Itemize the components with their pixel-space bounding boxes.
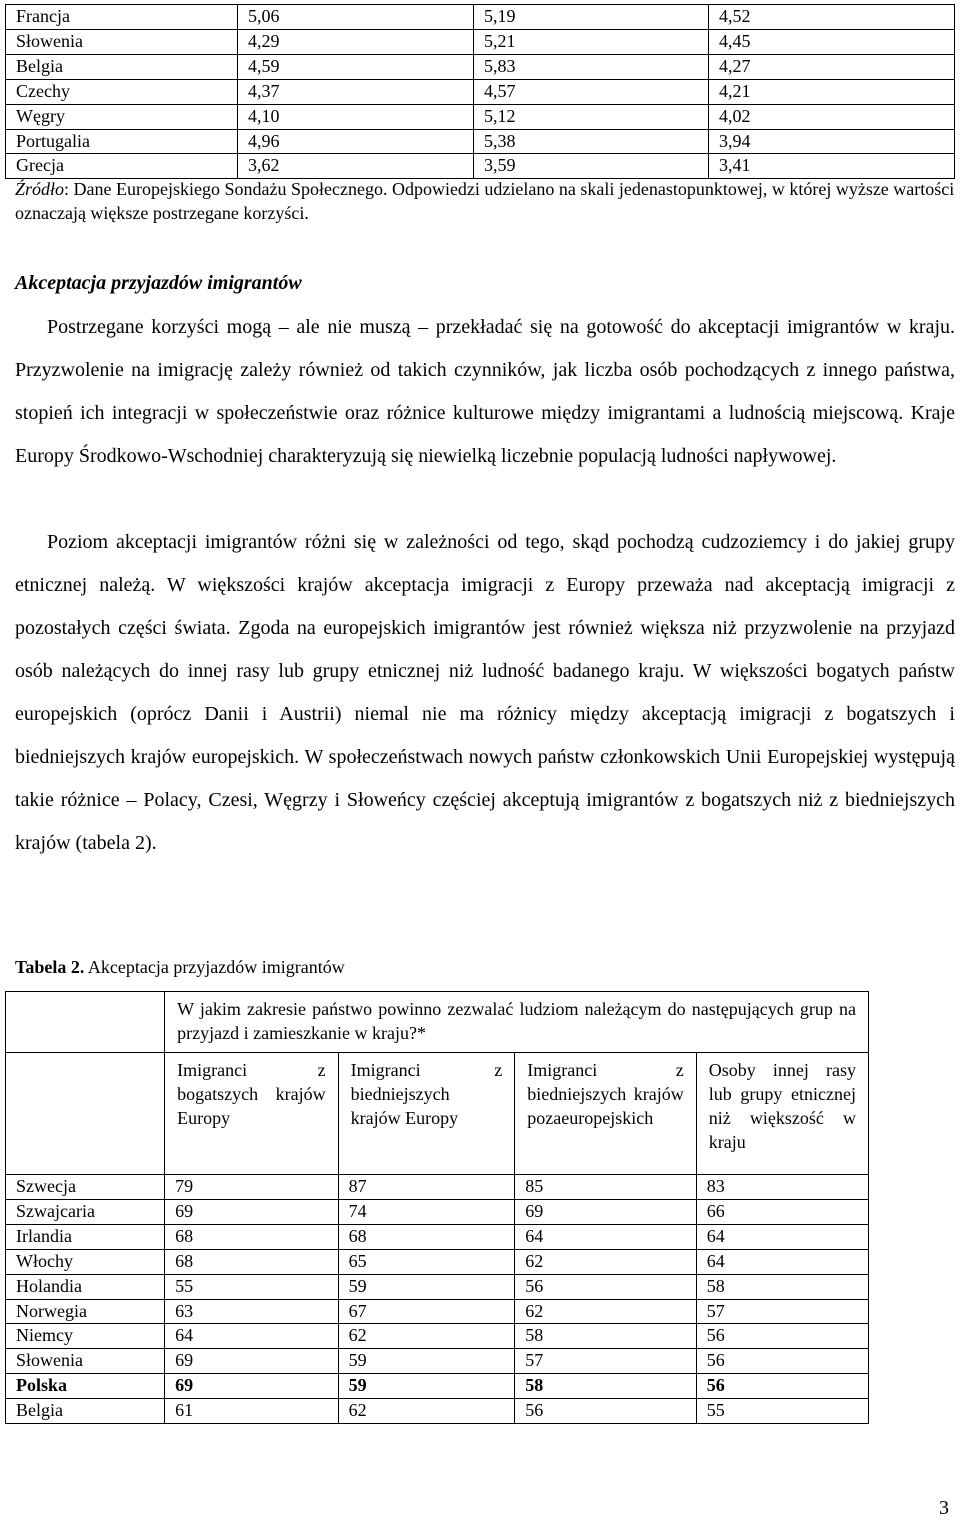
table-row [6,1349,869,1374]
table-row [6,79,955,104]
table-cell: Niemcy [6,1324,165,1349]
table-cell: 4,96 [238,129,474,154]
table-cell: 57 [696,1299,868,1324]
source-text: : Dane Europejskiego Sondażu Społecznego. Odpowiedzi udzielano na skali jedenastopunktowej, w której wyższe wartości oznaczają większe postrzegane korzyści. [15,179,955,223]
acceptance-table [5,991,869,1424]
table-row [6,5,955,30]
table-cell: Włochy [6,1249,165,1274]
table-row [6,1299,869,1324]
table-cell: 62 [338,1324,515,1349]
table-cell: 55 [165,1274,338,1299]
table-cell: 4,52 [709,5,955,30]
page-number: 3 [939,1497,949,1519]
table-cell: 59 [338,1274,515,1299]
table-row [6,54,955,79]
table-cell: 83 [696,1175,868,1200]
table-row [6,29,955,54]
table-row [6,1274,869,1299]
table-cell: 68 [338,1224,515,1249]
table-cell: 55 [696,1399,868,1424]
table-cell: 56 [515,1274,696,1299]
header-row [6,1053,869,1175]
table-cell: 3,94 [709,129,955,154]
country-benefits-table [5,4,955,179]
table-cell: 4,59 [238,54,474,79]
table-cell: Czechy [6,79,238,104]
table-cell: 4,37 [238,79,474,104]
table-caption-label: Tabela 2. [15,957,85,977]
table-cell: Portugalia [6,129,238,154]
table-cell: 58 [515,1324,696,1349]
table-row [6,104,955,129]
table-caption-text: Akceptacja przyjazdów imigrantów [84,957,345,977]
table-cell: Szwajcaria [6,1199,165,1224]
table-cell: 58 [696,1274,868,1299]
table-cell: 63 [165,1299,338,1324]
table-cell: 79 [165,1175,338,1200]
table-cell: Węgry [6,104,238,129]
table-row [6,129,955,154]
table-cell: 3,62 [238,154,474,179]
paragraph: Poziom akceptacji imigrantów różni się w zależności od tego, skąd pochodzą cudzoziemcy i do jakiej grupy etnicznej należą. W większości krajów akceptacja imigracji z Europy przeważa nad akceptacją imigracji z pozostałych części świata. Zgoda na europejskich imigrantów jest również większa niż przyzwolenie na przyjazd osób należących do innej rasy lub grupy etnicznej niż ludność badanego kraju. W większości bogatych państw europejskich (oprócz Danii i Austrii) niemal nie ma różnicy między akceptacją imigracji z bogatszych i biedniejszych krajów europejskich. W społeczeństwach nowych państw członkowskich Unii Europejskiej występują takie różnice – Polacy, Czesi, Węgrzy i Słoweńcy częściej akceptują imigrantów z bogatszych niż z biedniejszych krajów (tabela 2). [15,531,955,854]
table-row [6,1399,869,1424]
source-note [15,177,955,225]
table-row [6,154,955,179]
table-cell: 5,38 [474,129,709,154]
table-cell: 61 [165,1399,338,1424]
table-cell: 62 [515,1249,696,1274]
table-row [6,1249,869,1274]
table-cell: 69 [165,1374,338,1399]
table-cell: Szwecja [6,1175,165,1200]
paragraph: Postrzegane korzyści mogą – ale nie muszą – przekładać się na gotowość do akceptacji imigrantów w kraju. Przyzwolenie na imigrację zależy również od takich czynników, jak liczba osób pochodzących z innego państwa, stopień ich integracji w społeczeństwie oraz różnice kulturowe między imigrantami a ludnością miejscową. Kraje Europy Środkowo-Wschodniej charakteryzują się niewielką liczebnie populacją ludności napływowej. [15,316,955,467]
table-cell: 62 [338,1399,515,1424]
table-cell: 5,21 [474,29,709,54]
table-cell: 4,10 [238,104,474,129]
table-cell: Polska [6,1374,165,1399]
table-cell: 56 [696,1349,868,1374]
empty-cell [6,1053,165,1175]
table-cell: 62 [515,1299,696,1324]
empty-cell [6,992,165,1053]
table-cell: 68 [165,1224,338,1249]
table-cell: Słowenia [6,29,238,54]
table-row-highlighted [6,1374,869,1399]
table-cell: Norwegia [6,1299,165,1324]
table-cell: 87 [338,1175,515,1200]
survey-question: W jakim zakresie państwo powinno zezwalać ludziom należącym do następujących grup na przyjazd i zamieszkanie w kraju?* [165,992,869,1053]
table-cell: 5,83 [474,54,709,79]
table-row [6,1175,869,1200]
column-header: Imigranci z biedniejszych krajów pozaeuropejskich [515,1053,696,1175]
table-cell: 85 [515,1175,696,1200]
column-header: Imigranci z biedniejszych krajów Europy [338,1053,515,1175]
table-cell: 69 [165,1349,338,1374]
table-cell: Belgia [6,1399,165,1424]
table-cell: 68 [165,1249,338,1274]
table-row [6,1324,869,1349]
table-row [6,1199,869,1224]
table-cell: 66 [696,1199,868,1224]
table-cell: 4,21 [709,79,955,104]
table-cell: 69 [165,1199,338,1224]
column-header: Imigranci z bogatszych krajów Europy [165,1053,338,1175]
table-cell: 4,27 [709,54,955,79]
table-cell: 64 [515,1224,696,1249]
table-cell: Irlandia [6,1224,165,1249]
table-cell: 67 [338,1299,515,1324]
table-cell: 5,12 [474,104,709,129]
table-cell: 64 [696,1249,868,1274]
table-cell: 4,57 [474,79,709,104]
table-cell: 59 [338,1374,515,1399]
table-cell: Belgia [6,54,238,79]
question-row [6,992,869,1053]
table-cell: Słowenia [6,1349,165,1374]
table-cell: 74 [338,1199,515,1224]
table-cell: 5,19 [474,5,709,30]
table-cell: 64 [165,1324,338,1349]
table-cell: 58 [515,1374,696,1399]
table-cell: 59 [338,1349,515,1374]
table-row [6,1224,869,1249]
table-cell: 4,29 [238,29,474,54]
table-cell: 3,41 [709,154,955,179]
table-cell: 5,06 [238,5,474,30]
section-heading: Akceptacja przyjazdów imigrantów [15,272,302,294]
table-cell: 69 [515,1199,696,1224]
table-cell: 56 [515,1399,696,1424]
table-cell: Holandia [6,1274,165,1299]
source-label: Źródło [15,179,65,199]
table-cell: Grecja [6,154,238,179]
column-header: Osoby innej rasy lub grupy etnicznej niż większość w kraju [696,1053,868,1175]
table-cell: 56 [696,1374,868,1399]
table-cell: 57 [515,1349,696,1374]
table-cell: 56 [696,1324,868,1349]
table-cell: Francja [6,5,238,30]
table-cell: 3,59 [474,154,709,179]
table-caption [15,957,345,978]
table-cell: 4,02 [709,104,955,129]
table-cell: 64 [696,1224,868,1249]
table-cell: 65 [338,1249,515,1274]
table-cell: 4,45 [709,29,955,54]
